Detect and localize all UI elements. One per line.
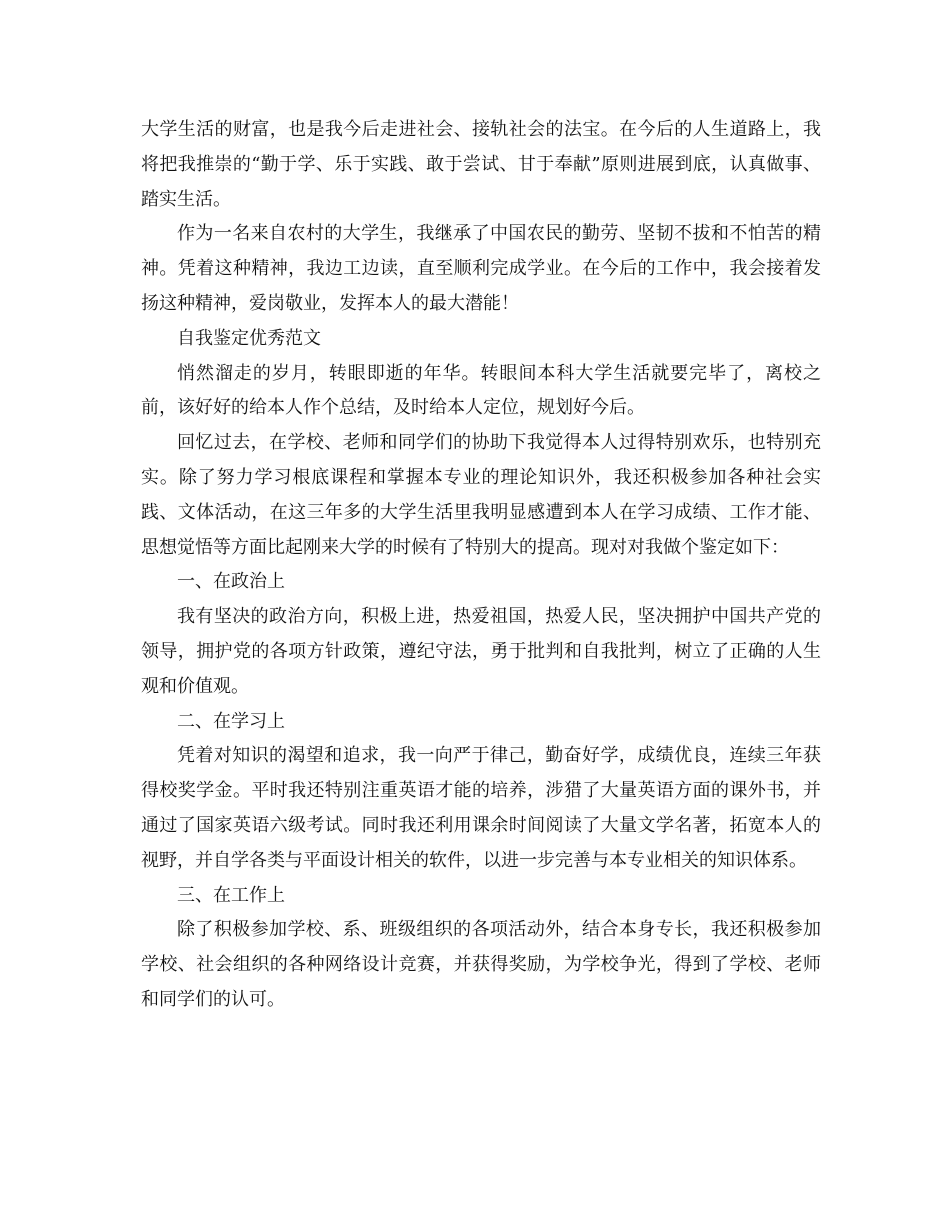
section-heading: 三、在工作上 [177, 884, 285, 906]
paragraph: 除了积极参加学校、系、班级组织的各项活动外，结合本身专长，我还积极参加学校、社会组织的各种网络设计竞赛，并获得奖励，为学校争光，得到了学校、老师和同学们的认可。 [141, 919, 821, 1010]
paragraph: 回忆过去，在学校、老师和同学们的协助下我觉得本人过得特别欢乐，也特别充实。除了努力学习根底课程和掌握本专业的理论知识外，我还积极参加各种社会实践、文体活动，在这三年多的大学生活里我明显感遭到本人在学习成绩、工作才能、思想觉悟等方面比起刚来大学的时候有了特别大的提高。现对对我做个鉴定如下： [141, 432, 821, 558]
paragraph: 悄然溜走的岁月，转眼即逝的年华。转眼间本科大学生活就要完毕了，离校之前，该好好的给本人作个总结，及时给本人定位，规划好今后。 [141, 362, 821, 419]
paragraph: 大学生活的财富，也是我今后走进社会、接轨社会的法宝。在今后的人生道路上，我将把我推崇的“勤于学、乐于实践、敢于尝试、甘于奉献”原则进展到底，认真做事、踏实生活。 [141, 119, 821, 210]
document-body [141, 113, 821, 1018]
section-title: 自我鉴定优秀范文 [177, 327, 321, 349]
paragraph: 凭着对知识的渴望和追求，我一向严于律己，勤奋好学，成绩优良，连续三年获得校奖学金。平时我还特别注重英语才能的培养，涉猎了大量英语方面的课外书，并通过了国家英语六级考试。同时我还利用课余时间阅读了大量文学名著，拓宽本人的视野，并自学各类与平面设计相关的软件，以进一步完善与本专业相关的知识体系。 [141, 745, 821, 871]
section-heading: 二、在学习上 [177, 710, 285, 732]
paragraph: 我有坚决的政治方向，积极上进，热爱祖国，热爱人民，坚决拥护中国共产党的领导，拥护党的各项方针政策，遵纪守法，勇于批判和自我批判，树立了正确的人生观和价值观。 [141, 606, 821, 697]
paragraph: 作为一名来自农村的大学生，我继承了中国农民的勤劳、坚韧不拔和不怕苦的精神。凭着这种精神，我边工边读，直至顺利完成学业。在今后的工作中，我会接着发扬这种精神，爱岗敬业，发挥本人的最大潜能！ [141, 223, 821, 314]
section-heading: 一、在政治上 [177, 571, 285, 593]
